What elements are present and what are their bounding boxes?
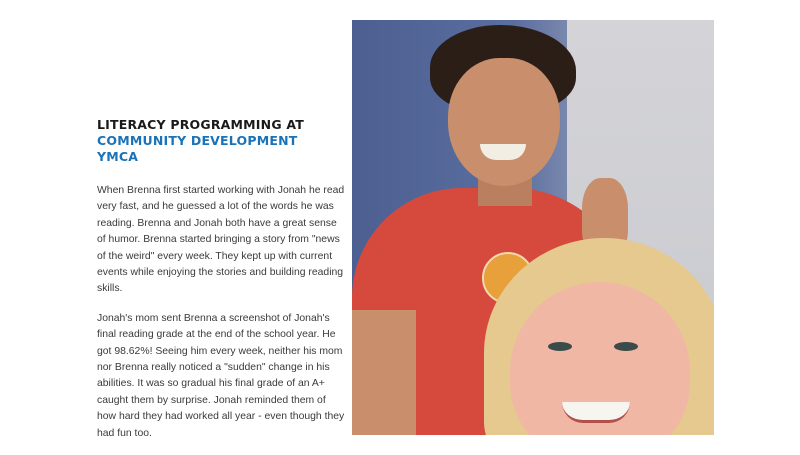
heading-line-3: YMCA	[97, 149, 139, 164]
photo-boy-arm	[352, 310, 416, 435]
heading-line-2: COMMUNITY DEVELOPMENT	[97, 133, 298, 148]
article-photo	[352, 20, 714, 435]
article-text-column	[97, 117, 347, 455]
photo-woman-smile	[562, 402, 630, 423]
paragraph-1: When Brenna first started working with Jonah he read very fast, and he guessed a lot of the words he was reading. Brenna and Jonah both have a great sense of humor. Brenna started bringing a story from "news of the weird" every week. They kept up with current events while enjoying the stories and building reading skills.	[97, 185, 345, 295]
article-heading	[97, 117, 347, 165]
photo-boy-face	[448, 58, 560, 186]
paragraph-2: Jonah's mom sent Brenna a screenshot of Jonah's final reading grade at the end of the school year. He got 98.62%! Seeing him every week, neither his mom nor Brenna really noticed a "sudden" change in his abilities. It was so gradual his final grade of an A+ caught them by surprise. Jonah reminded them of how hard they had worked all year - even though they had fun too.	[97, 312, 345, 439]
photo-woman-left-eye	[548, 342, 572, 351]
heading-line-1: LITERACY PROGRAMMING AT	[97, 117, 304, 132]
photo-woman-right-eye	[614, 342, 638, 351]
